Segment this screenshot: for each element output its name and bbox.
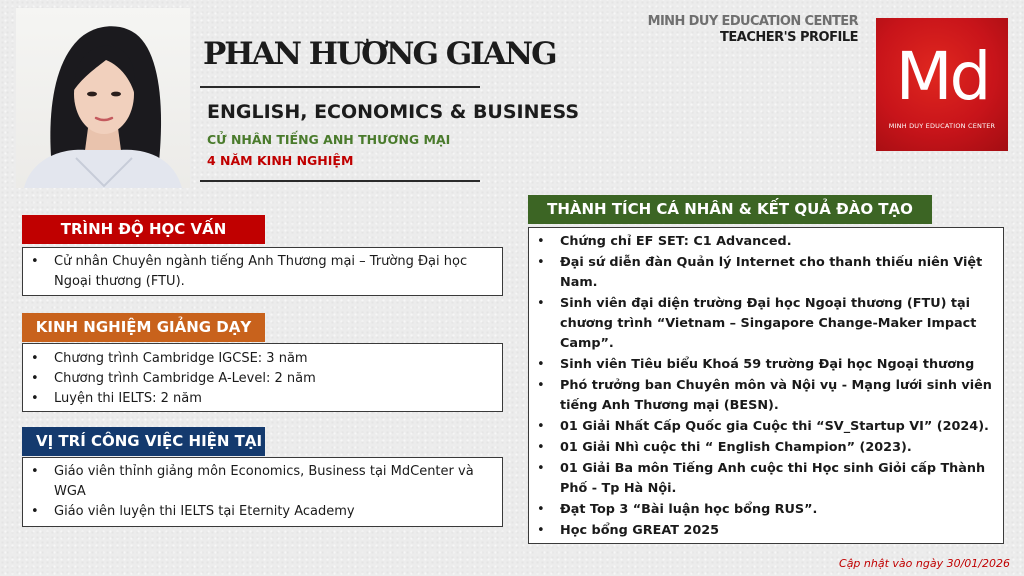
current-job-list — [23, 462, 502, 522]
list-item: • Đại sứ diễn đàn Quản lý Internet cho thanh thiếu niên Việt Nam. — [529, 253, 995, 293]
teacher-experience: 4 NĂM KINH NGHIỆM — [207, 153, 354, 168]
updated-date: Cập nhật vào ngày 30/01/2026 — [839, 557, 1010, 570]
list-item: • Cử nhân Chuyên ngành tiếng Anh Thương mại – Trường Đại học Ngoại thương (FTU). — [23, 252, 502, 292]
list-item: • Đạt Top 3 “Bài luận học bổng RUS”. — [529, 500, 995, 520]
divider-line — [200, 86, 480, 88]
list-item: • Luyện thi IELTS: 2 năm — [23, 389, 502, 409]
section-title-education: TRÌNH ĐỘ HỌC VẤN — [22, 215, 265, 244]
logo-tagline: MINH DUY EDUCATION CENTER — [888, 122, 996, 130]
list-item: • Chứng chỉ EF SET: C1 Advanced. — [529, 232, 995, 252]
section-title-teaching: KINH NGHIỆM GIẢNG DẠY — [22, 313, 265, 342]
achievements-list — [529, 232, 995, 541]
teacher-photo — [16, 8, 190, 188]
list-item: • 01 Giải Nhì cuộc thi “ English Champion” (2023). — [529, 438, 995, 458]
list-item: • Chương trình Cambridge A-Level: 2 năm — [23, 369, 502, 389]
list-item: • Học bổng GREAT 2025 — [529, 521, 995, 541]
education-list — [23, 252, 502, 292]
brand-logo — [876, 18, 1008, 151]
education-box — [22, 247, 503, 296]
section-title-achievements: THÀNH TÍCH CÁ NHÂN & KẾT QUẢ ĐÀO TẠO — [528, 195, 932, 224]
list-item: • Giáo viên thỉnh giảng môn Economics, Business tại MdCenter và WGA — [23, 462, 502, 502]
section-title-current-job: VỊ TRÍ CÔNG VIỆC HIỆN TẠI — [22, 427, 265, 456]
list-item: • 01 Giải Ba môn Tiếng Anh cuộc thi Học sinh Giỏi cấp Thành Phố - Tp Hà Nội. — [529, 459, 995, 499]
teaching-list — [23, 349, 502, 409]
list-item: • Sinh viên Tiêu biểu Khoá 59 trường Đại học Ngoại thương — [529, 355, 995, 375]
teacher-degree: CỬ NHÂN TIẾNG ANH THƯƠNG MẠI — [207, 132, 451, 147]
list-item: • Sinh viên đại diện trường Đại học Ngoại thương (FTU) tại chương trình “Vietnam – Singapore Change-Maker Impact Camp”. — [529, 294, 995, 354]
current-job-box — [22, 457, 503, 527]
achievements-box — [528, 227, 1004, 544]
divider-line — [200, 180, 480, 182]
list-item: • Giáo viên luyện thi IELTS tại Eternity Academy — [23, 502, 502, 522]
teacher-subjects: ENGLISH, ECONOMICS & BUSINESS — [207, 101, 580, 123]
list-item: • Phó trưởng ban Chuyên môn và Nội vụ - Mạng lưới sinh viên tiếng Anh Thương mại (BESN). — [529, 376, 995, 416]
organization-name: MINH DUY EDUCATION CENTER — [647, 14, 858, 29]
logo-mark: Md — [895, 38, 989, 115]
list-item: • Chương trình Cambridge IGCSE: 3 năm — [23, 349, 502, 369]
profile-label: TEACHER'S PROFILE — [720, 30, 858, 45]
list-item: • 01 Giải Nhất Cấp Quốc gia Cuộc thi “SV_Startup VI” (2024). — [529, 417, 995, 437]
teacher-name: PHAN HƯƠNG GIANG — [203, 36, 556, 72]
teaching-box — [22, 343, 503, 412]
